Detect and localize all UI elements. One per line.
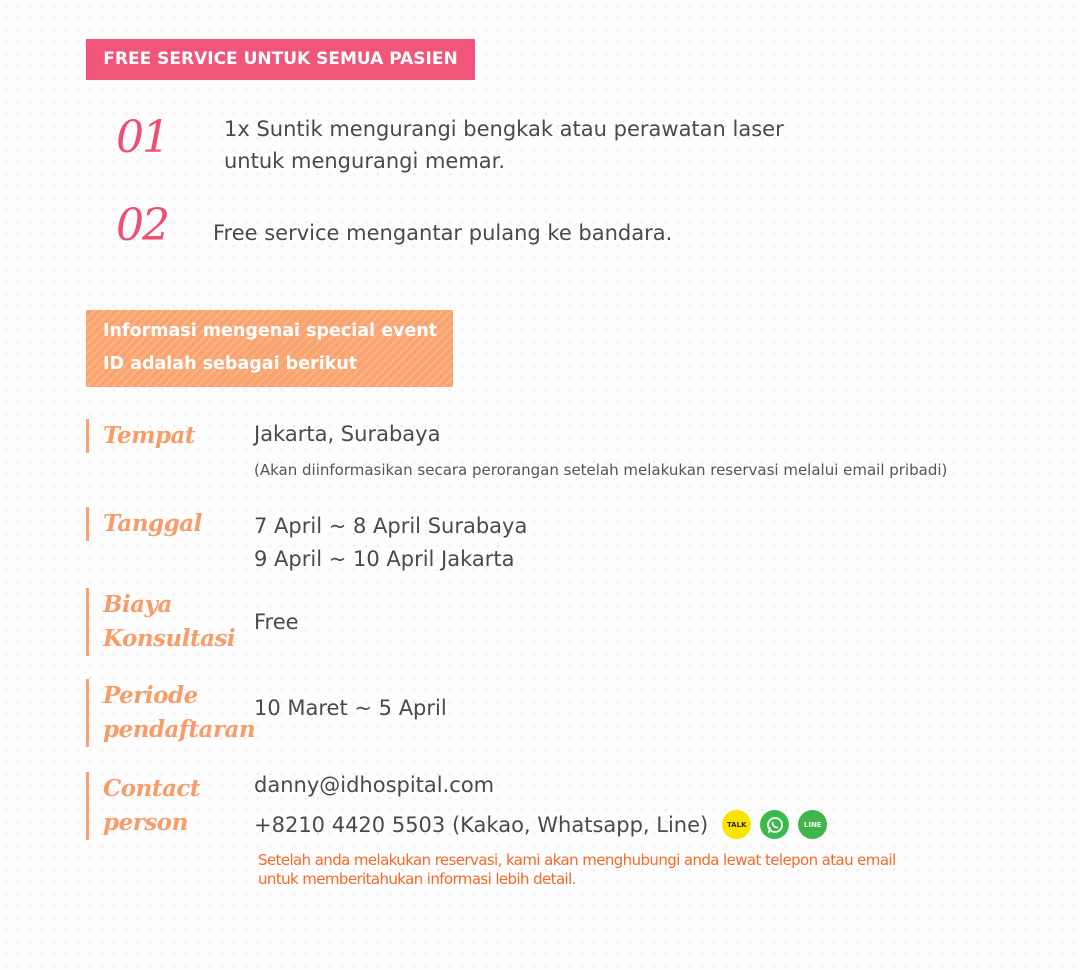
- label-contact-line-2: person: [103, 809, 188, 836]
- value-tanggal: [254, 510, 527, 576]
- line-icon[interactable]: LINE: [798, 810, 827, 839]
- contact-note: [258, 851, 896, 889]
- free-service-item-02: Free service mengantar pulang ke bandara.: [213, 221, 673, 245]
- label-contact-line-1: Contact: [103, 775, 201, 802]
- value-tempat: Jakarta, Surabaya: [254, 422, 441, 446]
- contact-phone-row: [254, 810, 827, 839]
- value-biaya: Free: [254, 610, 299, 634]
- contact-phone[interactable]: +8210 4420 5503 (Kakao, Whatsapp, Line): [254, 812, 709, 837]
- free-service-badge: FREE SERVICE UNTUK SEMUA PASIEN: [86, 39, 475, 80]
- label-contact-person: [86, 772, 200, 840]
- contact-note-line-1: Setelah anda melakukan reservasi, kami akan menghubungi anda lewat telepon atau email: [258, 851, 896, 869]
- messenger-icons: [722, 810, 827, 839]
- item-number-02: 02: [116, 200, 168, 251]
- item-01-line-1: 1x Suntik mengurangi bengkak atau perawatan laser: [224, 117, 784, 141]
- tanggal-line-1: 7 April ~ 8 April Surabaya: [254, 514, 528, 538]
- label-biaya-line-2: Konsultasi: [103, 625, 236, 652]
- tanggal-line-2: 9 April ~ 10 April Jakarta: [254, 547, 515, 571]
- label-tempat-text: Tempat: [103, 422, 196, 449]
- label-biaya-konsultasi: [86, 588, 235, 656]
- item-number-01: 01: [116, 112, 168, 163]
- item-01-line-2: untuk mengurangi memar.: [224, 149, 506, 173]
- contact-note-line-2: untuk memberitahukan informasi lebih detail.: [258, 870, 576, 888]
- kakaotalk-icon[interactable]: TALK: [722, 810, 751, 839]
- label-periode-line-1: Periode: [103, 682, 198, 709]
- free-service-item-01: [224, 113, 784, 177]
- label-tanggal: [86, 507, 202, 541]
- label-periode-line-2: pendaftaran: [103, 716, 256, 743]
- contact-email[interactable]: danny@idhospital.com: [254, 773, 495, 797]
- label-tanggal-text: Tanggal: [103, 510, 202, 537]
- label-biaya-line-1: Biaya: [103, 591, 172, 618]
- event-info-badge: [86, 310, 453, 387]
- event-info-title-line-1: Informasi mengenai special event: [103, 321, 438, 341]
- event-info-title-line-2: ID adalah sebagai berikut: [103, 354, 358, 374]
- whatsapp-icon[interactable]: [760, 810, 789, 839]
- label-tempat: [86, 419, 195, 453]
- value-periode: 10 Maret ~ 5 April: [254, 696, 447, 720]
- label-periode-pendaftaran: [86, 679, 255, 747]
- tempat-note: (Akan diinformasikan secara perorangan setelah melakukan reservasi melalui email pribadi): [254, 461, 948, 479]
